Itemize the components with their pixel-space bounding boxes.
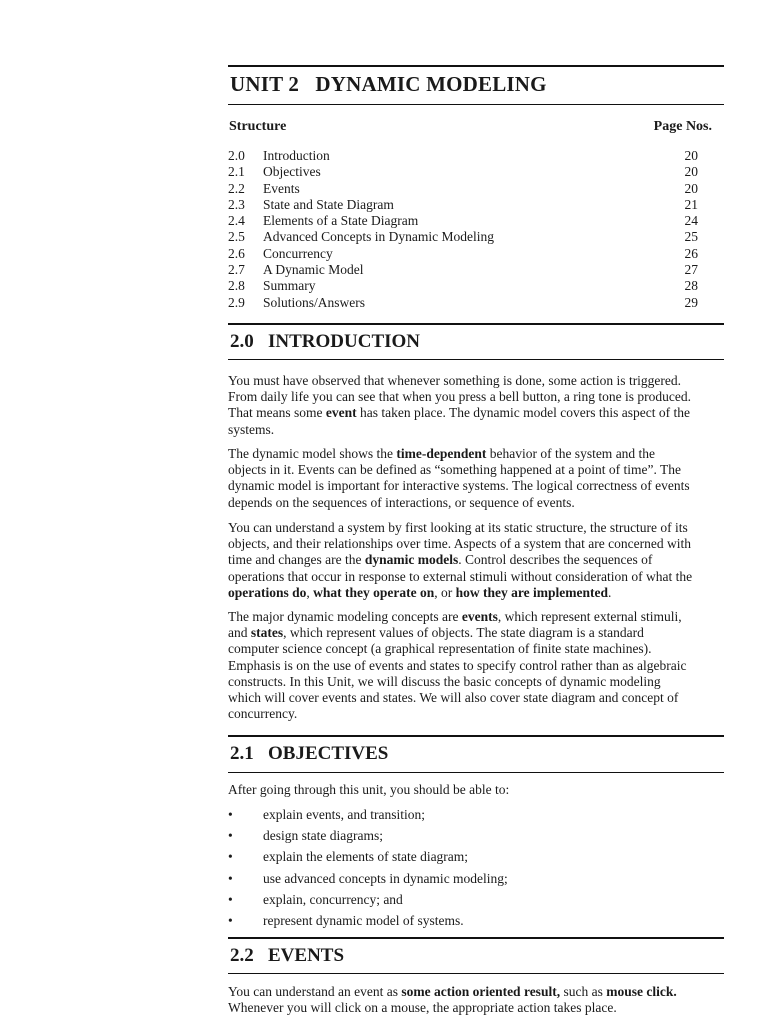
events-bottom-rule xyxy=(228,973,724,974)
bullet-icon: • xyxy=(228,849,233,865)
list-item xyxy=(228,892,724,913)
toc-title: Solutions/Answers xyxy=(263,294,366,310)
toc-title: Concurrency xyxy=(263,245,333,261)
toc-number: 2.6 xyxy=(228,245,245,261)
toc-number: 2.9 xyxy=(228,294,245,310)
page-nos-heading: Page Nos. xyxy=(653,119,712,134)
toc-number: 2.2 xyxy=(228,180,245,196)
bullet-icon: • xyxy=(228,870,233,886)
toc-title: A Dynamic Model xyxy=(263,262,364,278)
bullet-icon: • xyxy=(228,891,233,907)
intro-paragraph-1: You must have observed that whenever something is done, some action is triggered. From daily life you can see that when you press a bell button, a ring tone is produced. That means some event has taken place. The dynamic model covers this aspect of the systems. xyxy=(228,373,692,437)
list-item xyxy=(228,871,724,892)
toc-number: 2.8 xyxy=(228,278,245,294)
toc-title: Advanced Concepts in Dynamic Modeling xyxy=(263,229,494,245)
toc-title: Introduction xyxy=(263,148,330,163)
intro-bottom-rule xyxy=(228,359,724,360)
toc-page: 27 xyxy=(684,262,698,278)
toc-title: Summary xyxy=(263,278,316,294)
objectives-list xyxy=(228,807,724,934)
list-item xyxy=(228,807,724,828)
unit-title: UNIT 2 DYNAMIC MODELING xyxy=(230,72,547,96)
toc-page: 20 xyxy=(684,148,698,163)
introduction-heading: 2.0 INTRODUCTION xyxy=(230,331,421,352)
list-item-text: represent dynamic model of systems. xyxy=(263,912,464,928)
bullet-icon: • xyxy=(228,828,233,844)
objectives-top-rule xyxy=(228,735,724,737)
toc-number: 2.4 xyxy=(228,213,245,229)
events-paragraph-1: You can understand an event as some action oriented result, such as mouse click. Whenever you will click on a mouse, the appropriate action takes place. xyxy=(228,984,677,1016)
list-item-text: use advanced concepts in dynamic modeling; xyxy=(263,870,508,886)
bullet-icon: • xyxy=(228,807,233,822)
intro-paragraph-2: The dynamic model shows the time-dependent behavior of the system and the objects in it. Events can be defined as “something happened at a point of time”. The dynamic model is important for interactive systems. The logical correctness of events depends on the sequences of interactions, or sequence of events. xyxy=(228,446,690,510)
toc-page: 24 xyxy=(684,213,698,229)
list-item-text: explain, concurrency; and xyxy=(263,891,403,907)
toc-row xyxy=(228,164,724,180)
toc-page: 25 xyxy=(684,229,698,245)
toc-number: 2.1 xyxy=(228,164,245,180)
toc-number: 2.7 xyxy=(228,262,245,278)
top-rule xyxy=(228,65,724,67)
toc-page: 29 xyxy=(684,294,698,310)
toc-row xyxy=(228,148,724,164)
title-rule xyxy=(228,104,724,105)
table-of-contents xyxy=(228,148,724,311)
objectives-bottom-rule xyxy=(228,772,724,773)
list-item-text: explain the elements of state diagram; xyxy=(263,849,469,865)
toc-row xyxy=(228,278,724,294)
toc-row xyxy=(228,181,724,197)
toc-title: Events xyxy=(263,180,300,196)
objectives-intro: After going through this unit, you should be able to: xyxy=(228,782,510,797)
toc-page: 28 xyxy=(684,278,698,294)
structure-heading: Structure xyxy=(229,119,287,134)
toc-row xyxy=(228,213,724,229)
toc-row xyxy=(228,262,724,278)
toc-number: 2.0 xyxy=(228,148,245,163)
toc-row xyxy=(228,229,724,245)
bullet-icon: • xyxy=(228,912,233,928)
events-top-rule xyxy=(228,937,724,939)
list-item xyxy=(228,913,724,934)
toc-page: 26 xyxy=(684,245,698,261)
intro-top-rule xyxy=(228,323,724,325)
toc-row xyxy=(228,197,724,213)
toc-row xyxy=(228,295,724,311)
toc-row xyxy=(228,246,724,262)
toc-number: 2.5 xyxy=(228,229,245,245)
toc-title: Elements of a State Diagram xyxy=(263,213,419,229)
toc-title: State and State Diagram xyxy=(263,196,394,212)
toc-page: 20 xyxy=(684,164,698,180)
list-item xyxy=(228,849,724,870)
toc-title: Objectives xyxy=(263,164,321,180)
intro-paragraph-3: You can understand a system by first looking at its static structure, the structure of its objects, and their relationships over time. Aspects of a system that are concerned with time and changes are the dynamic models. Control describes the sequences of operations that occur in response to external stimuli without consideration of what the operations do, what they operate on, or how they are implemented. xyxy=(228,520,693,600)
toc-page: 21 xyxy=(684,196,698,212)
list-item-text: design state diagrams; xyxy=(263,828,383,844)
toc-number: 2.3 xyxy=(228,196,245,212)
objectives-heading: 2.1 OBJECTIVES xyxy=(230,743,389,764)
intro-paragraph-4: The major dynamic modeling concepts are events, which represent external stimuli, and states, which represent values of objects. The state diagram is a standard computer science concept (a graphical representation of finite state machines). Emphasis is on the use of events and states to specify control rather than as algebraic constructs. In this Unit, we will discuss the basic concepts of dynamic modeling which will cover events and states. We will also cover state diagram and concept of concurrency. xyxy=(228,609,687,722)
list-item-text: explain events, and transition; xyxy=(263,807,425,822)
list-item xyxy=(228,828,724,849)
events-heading: 2.2 EVENTS xyxy=(230,945,345,966)
toc-page: 20 xyxy=(684,180,698,196)
